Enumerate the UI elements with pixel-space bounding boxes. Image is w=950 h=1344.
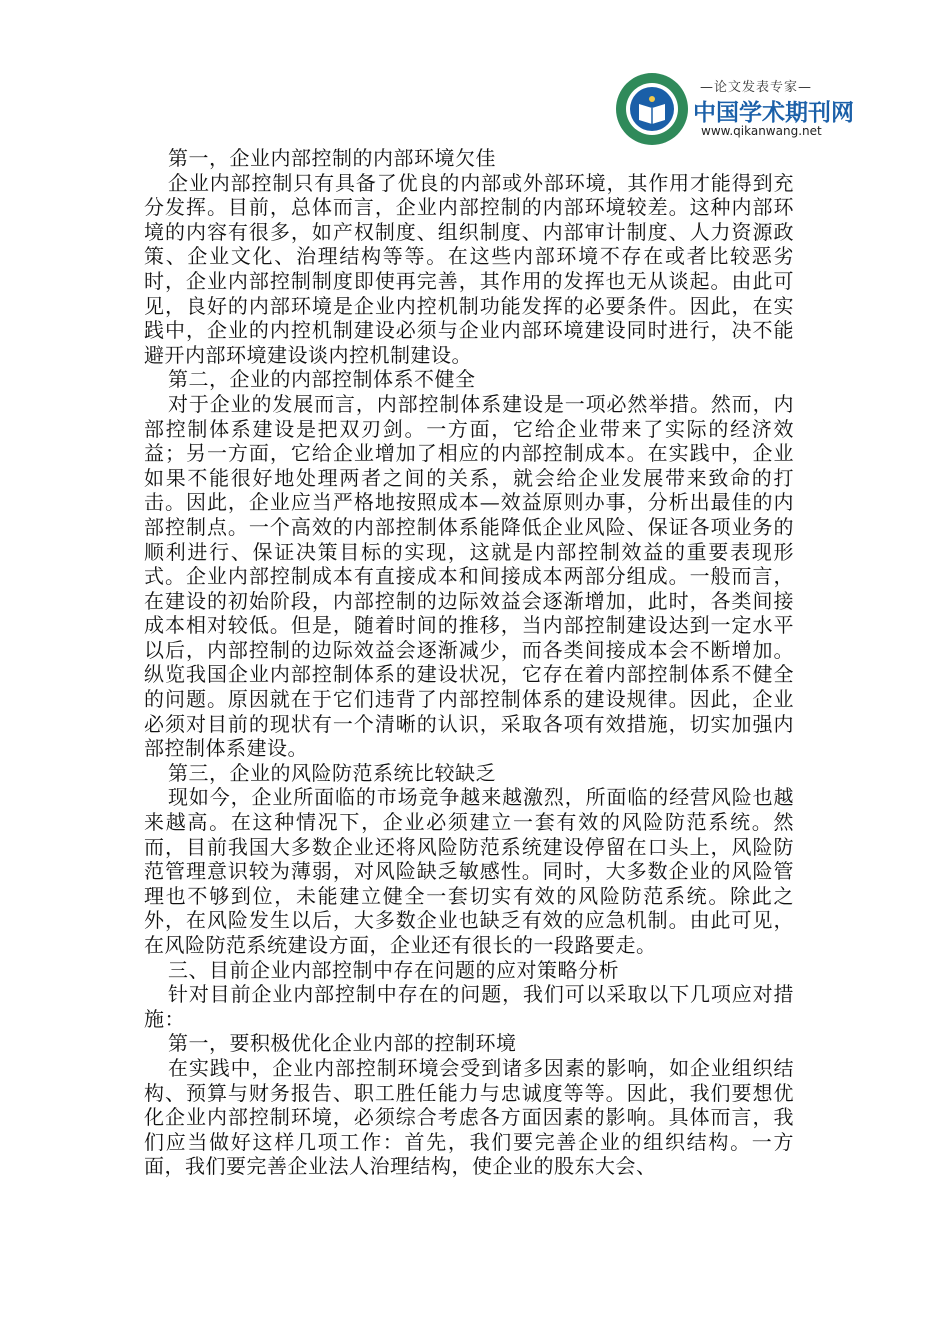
heading-third-issue: 第三，企业的风险防范系统比较缺乏: [168, 760, 496, 785]
seal-icon: [615, 72, 689, 146]
logo-tagline: —论文发表专家—: [700, 80, 813, 95]
paragraph: 对于企业的发展而言，内部控制体系建设是一项必然举措。然而，内部控制体系建设是把双刃剑。一方面，它给企业带来了实际的经济效益；另一方面，它给企业增加了相应的内部控制成本。在实践中，企业如果不能很好地处理两者之间的关系，就会给企业发展带来致命的打击。因此，企业应当严格地按照成本—效益原则办事，分析出最佳的内部控制点。一个高效的内部控制体系能降低企业风险、保证各项业务的顺利进行、保证决策目标的实现，这就是内部控制效益的重要表现形式。企业内部控制成本有直接成本和间接成本两部分组成。一般而言，在建设的初始阶段，内部控制的边际效益会逐渐增加，此时，各类间接成本相对较低。但是，随着时间的推移，当内部控制建设达到一定水平以后，内部控制的边际效益会逐渐减少，而各类间接成本会不断增加。纵览我国企业内部控制体系的建设状况，它存在着内部控制体系不健全的问题。原因就在于它们违背了内部控制体系的建设规律。因此，企业必须对目前的现状有一个清晰的认识，采取各项有效措施，切实加强内部控制体系建设。: [144, 391, 794, 761]
paragraph: 针对目前企业内部控制中存在的问题，我们可以采取以下几项应对措施：: [144, 982, 794, 1031]
paragraph: 现如今，企业所面临的市场竞争越来越激烈，所面临的经营风险也越来越高。在这种情况下，企业必须建立一套有效的风险防范系统。然而，目前我国大多数企业还将风险防范系统建设停留在口头上，风险防范管理意识较为薄弱，对风险缺乏敏感性。同时，大多数企业的风险管理也不够到位，未能建立健全一套切实有效的风险防范系统。除此之外，在风险发生以后，大多数企业也缺乏有效的应急机制。由此可见，在风险防范系统建设方面，企业还有很长的一段路要走。: [144, 785, 794, 957]
logo-brand: 中国学术期刊网: [693, 100, 854, 126]
paragraph: 企业内部控制只有具备了优良的内部或外部环境，其作用才能得到充分发挥。目前，总体而言，企业内部控制的内部环境较差。这种内部环境的内容有很多，如产权制度、组织制度、内部审计制度、人力资源政策、企业文化、治理结构等等。在这些内部环境不存在或者比较恶劣时，企业内部控制制度即使再完善，其作用的发挥也无从谈起。由此可见，良好的内部环境是企业内控机制功能发挥的必要条件。因此，在实践中，企业的内控机制建设必须与企业内部环境建设同时进行，决不能避开内部环境建设谈内控机制建设。: [144, 170, 794, 367]
heading-first-issue: 第一，企业内部控制的内部环境欠佳: [168, 146, 496, 170]
section-heading: 三、目前企业内部控制中存在问题的应对策略分析: [168, 957, 619, 982]
qikanwang-logo: [615, 72, 854, 146]
heading-second-issue: 第二，企业的内部控制体系不健全: [168, 367, 476, 392]
heading-first-measure: 第一，要积极优化企业内部的控制环境: [168, 1031, 517, 1056]
article-body: [144, 146, 794, 1179]
paragraph: 在实践中，企业内部控制环境会受到诸多因素的影响，如企业组织结构、预算与财务报告、职工胜任能力与忠诚度等等。因此，我们要想优化企业内部控制环境，必须综合考虑各方面因素的影响。具体而言，我们应当做好这样几项工作：首先，我们要完善企业的组织结构。一方面，我们要完善企业法人治理结构，使企业的股东大会、: [144, 1055, 794, 1179]
logo-url: www.qikanwang.net: [701, 124, 822, 138]
